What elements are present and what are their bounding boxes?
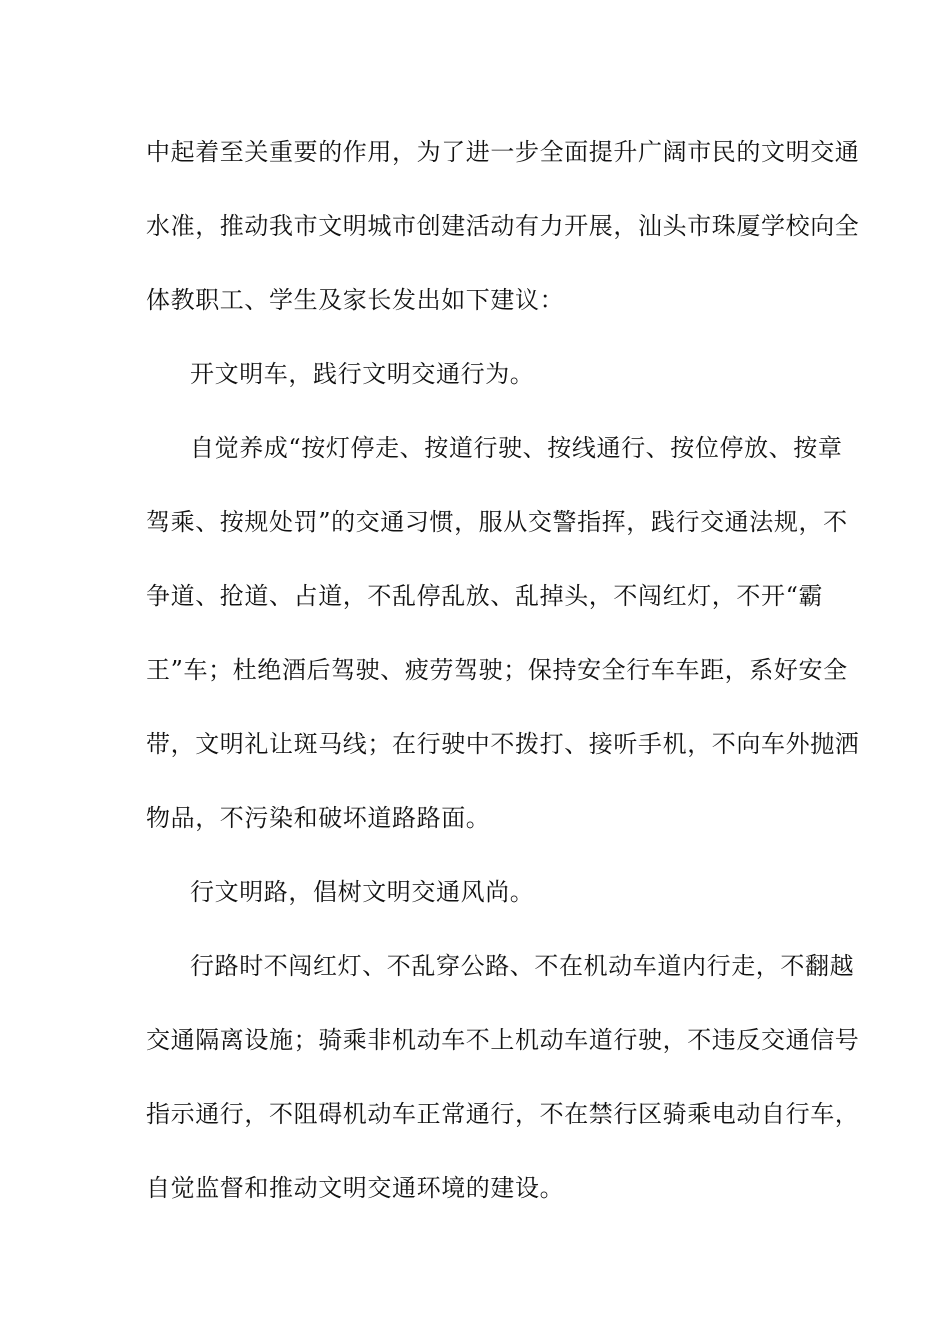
text-line: 中起着至关重要的作用，为了进一步全面提升广阔市民的文明交通 <box>146 138 860 166</box>
text-line: 王”车；杜绝酒后驾驶、疲劳驾驶；保持安全行车车距，系好安全 <box>146 656 848 684</box>
text-line: 指示通行，不阻碍机动车正常通行，不在禁行区骑乘电动自行车， <box>146 1100 860 1128</box>
text-line: 水准，推动我市文明城市创建活动有力开展，汕头市珠厦学校向全 <box>146 212 860 240</box>
text-line: 驾乘、按规处罚”的交通习惯，服从交警指挥，践行交通法规，不 <box>146 508 848 536</box>
text-line: 物品，不污染和破坏道路路面。 <box>146 804 491 832</box>
text-line: 行路时不闯红灯、不乱穿公路、不在机动车道内行走，不翻越 <box>190 952 855 980</box>
text-line: 带，文明礼让斑马线；在行驶中不拨打、接听手机，不向车外抛洒 <box>146 730 860 758</box>
section-heading-civil-walking: 行文明路，倡树文明交通风尚。 <box>190 878 535 906</box>
text-line: 自觉监督和推动文明交通环境的建设。 <box>146 1174 565 1202</box>
section-heading-civil-driving: 开文明车，践行文明交通行为。 <box>190 360 535 388</box>
text-line: 体教职工、学生及家长发出如下建议： <box>146 286 565 314</box>
text-line: 交通隔离设施；骑乘非机动车不上机动车道行驶，不违反交通信号 <box>146 1026 860 1054</box>
text-line: 自觉养成“按灯停走、按道行驶、按线通行、按位停放、按章 <box>190 434 843 462</box>
text-line: 争道、抢道、占道，不乱停乱放、乱掉头，不闯红灯，不开“霸 <box>146 582 824 610</box>
